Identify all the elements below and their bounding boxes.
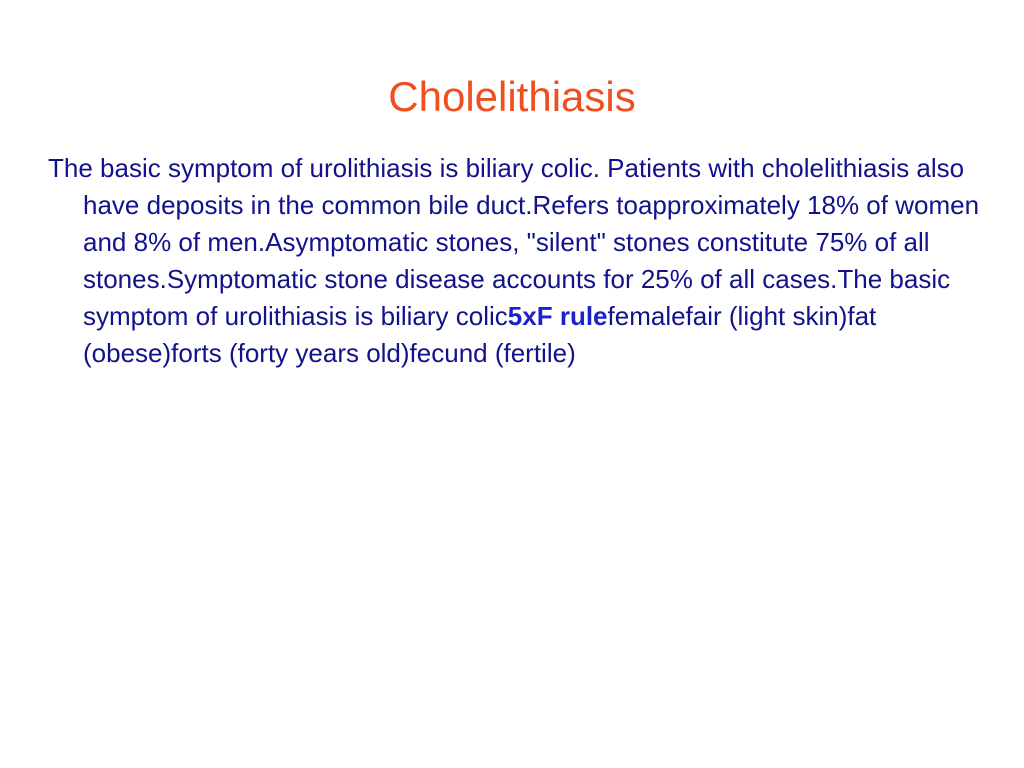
body-text-intro: The basic symptom of urolithiasis is biliary colic. Patients with cholelithiasis also have deposits in the common bile duct.Refers toapproximately 18% of women and 8% of men.Asymptomatic stones, "silent" stones constitute 75% of all stones.Symptomatic stone disease accounts for 25% of all cases.The basic symptom of urolithiasis is biliary colic [48,153,980,331]
body-text-emphasis: 5xF rule [507,301,608,331]
body-text-list: femalefair (light skin)fat (obese)forts (forty years old)fecund (fertile) [83,301,877,368]
slide-title: Cholelithiasis [388,73,636,120]
slide-body-paragraph [48,150,1013,372]
